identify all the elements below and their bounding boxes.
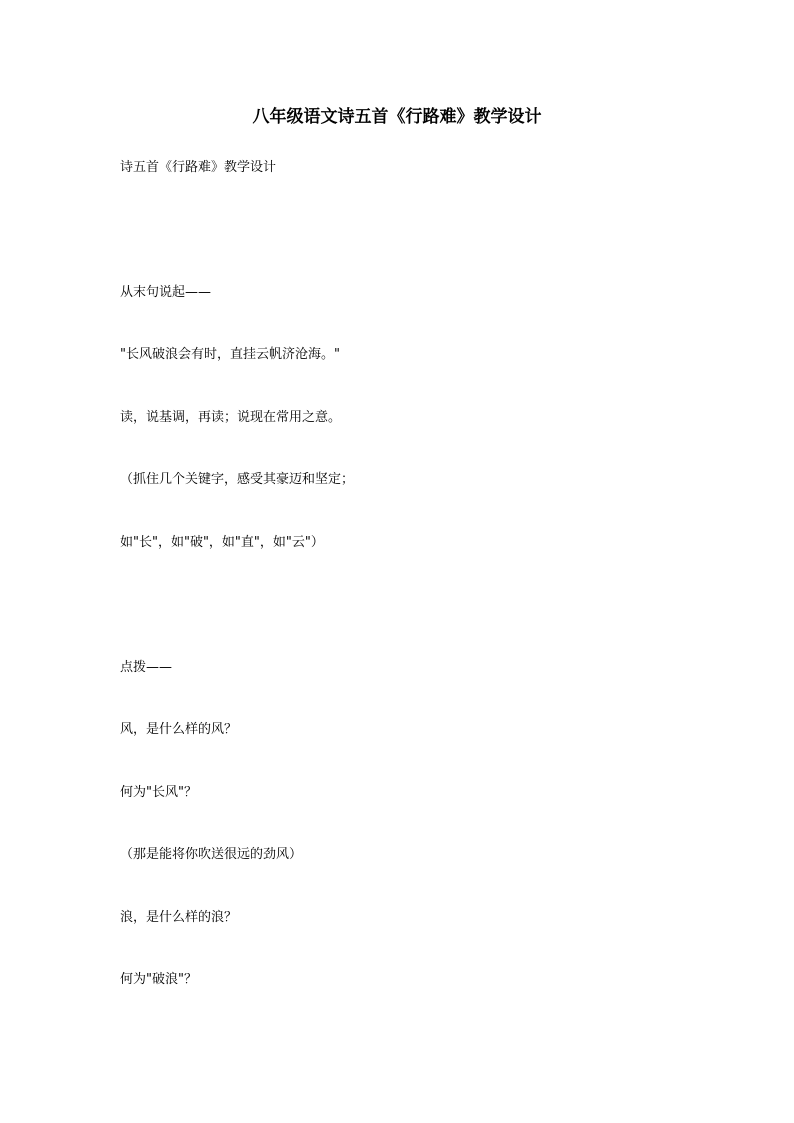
text-line: 浪，是什么样的浪？: [120, 910, 238, 925]
text-line: 何为"破浪"？: [120, 972, 197, 987]
text-line: 如"长"，如"破"，如"直"，如"云"）: [120, 535, 324, 550]
text-line: （那是能将你吹送很远的劲风）: [120, 847, 303, 862]
subtitle-line: 诗五首《行路难》教学设计: [120, 160, 277, 175]
text-line: 点拨——: [120, 660, 173, 675]
text-line: 读，说基调，再读；说现在常用之意。: [120, 410, 342, 425]
text-line: 风，是什么样的风？: [120, 722, 238, 737]
text-line: （抓住几个关键字，感受其豪迈和坚定；: [120, 472, 355, 487]
text-line: "长风破浪会有时，直挂云帆济沧海。": [120, 347, 340, 362]
text-line: 何为"长风"？: [120, 785, 197, 800]
text-line: 从末句说起——: [120, 285, 212, 300]
document-title: 八年级语文诗五首《行路难》教学设计: [252, 107, 542, 127]
